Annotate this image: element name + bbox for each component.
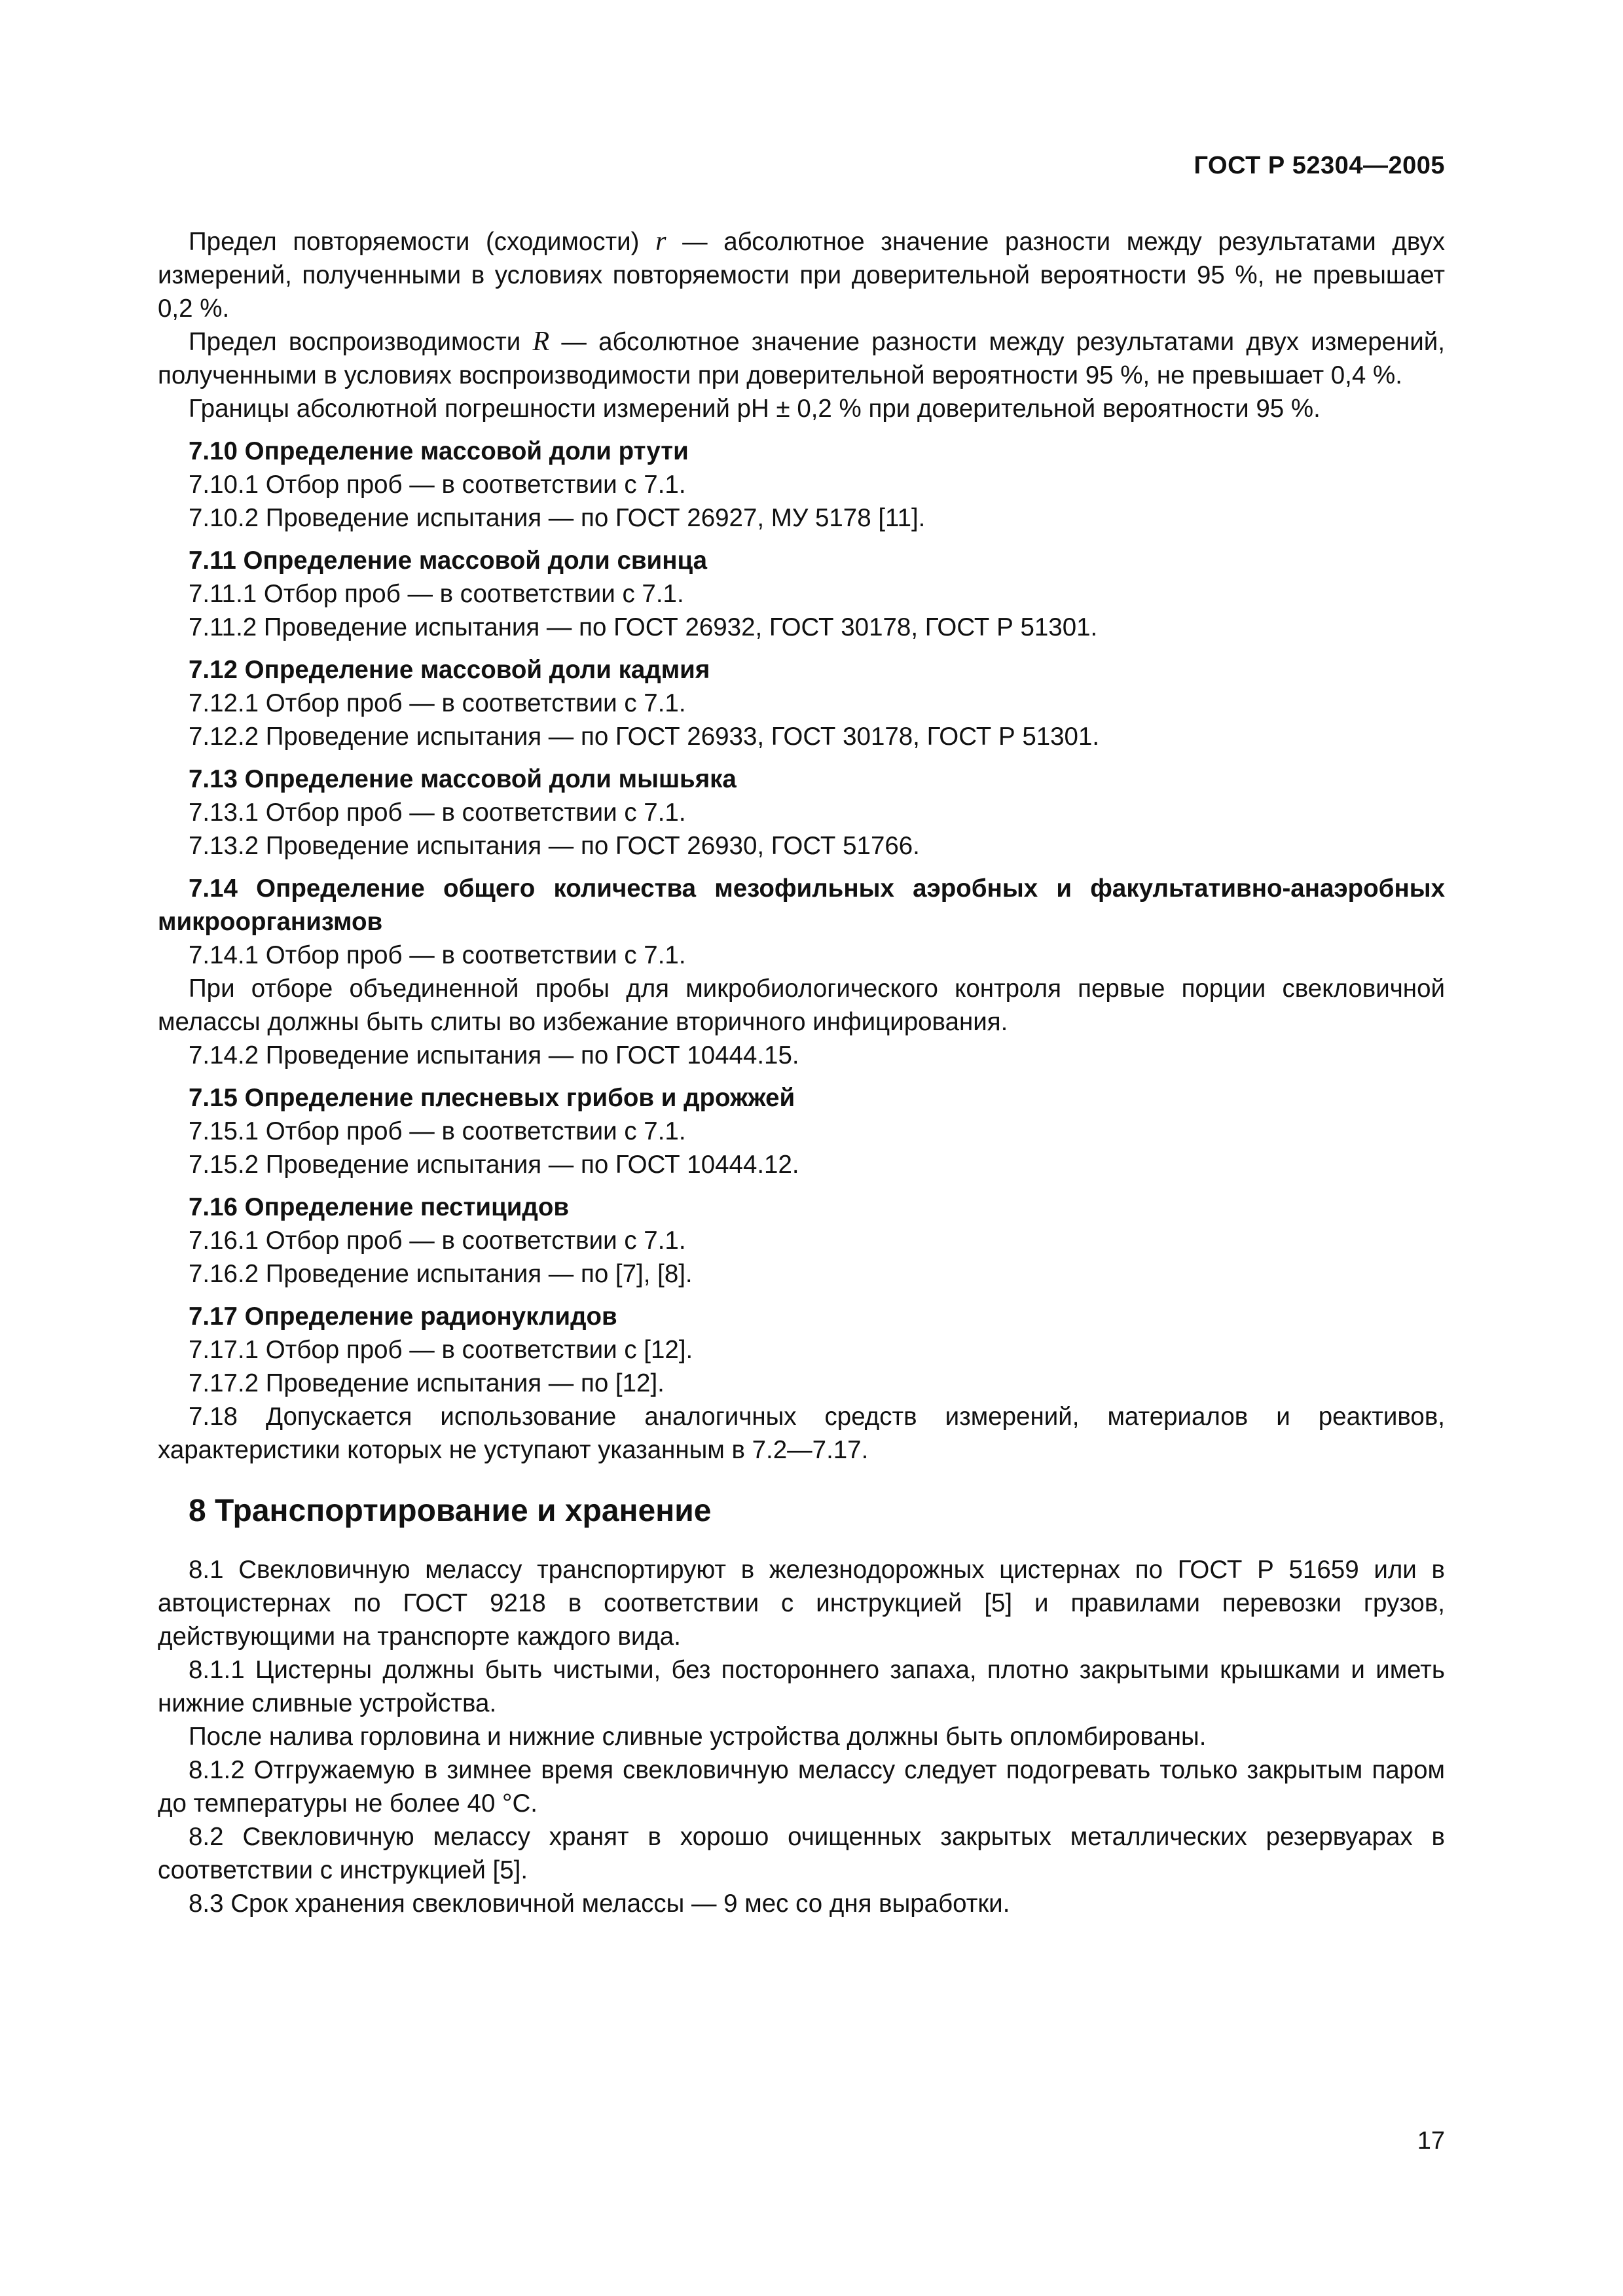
list-item: 7.15.1 Отбор проб — в соответствии с 7.1. [189, 1117, 686, 1145]
section-heading-7-15: 7.15 Определение плесневых грибов и дрожжей [189, 1084, 795, 1112]
list-item: 7.16.1 Отбор проб — в соответствии с 7.1. [189, 1227, 686, 1255]
paragraph-8-2: 8.2 Свекловичную мелассу хранят в хорошо очищенных закрытых металлических резервуарах в соответствии с инструкцией [5]. [158, 1823, 1445, 1884]
list-item: 7.14.1 Отбор проб — в соответствии с 7.1. [189, 941, 686, 969]
page-body [158, 225, 1445, 1920]
symbol-R: R [532, 327, 550, 357]
paragraph-sampling-note: При отборе объединенной пробы для микробиологического контроля первые порции свекловичной мелассы должны быть слиты во избежание вторичного инфицирования. [158, 975, 1445, 1036]
paragraph-8-1-2: 8.1.2 Отгружаемую в зимнее время свекловичную мелассу следует подогревать только закрытым паром до температуры не более 40 °С. [158, 1756, 1445, 1818]
paragraph-reproducibility-limit [158, 325, 1445, 392]
list-item: 7.12.2 Проведение испытания — по ГОСТ 26933, ГОСТ 30178, ГОСТ Р 51301. [189, 723, 1100, 751]
list-item: 7.17.2 Проведение испытания — по [12]. [189, 1369, 665, 1397]
text-fragment: Предел воспроизводимости [189, 328, 521, 356]
paragraph-7-18: 7.18 Допускается использование аналогичных средств измерений, материалов и реактивов, характеристики которых не уступают указанным в 7.2—7.17. [158, 1403, 1445, 1464]
list-item: 7.11.2 Проведение испытания — по ГОСТ 26932, ГОСТ 30178, ГОСТ Р 51301. [189, 613, 1098, 641]
section-heading-7-12: 7.12 Определение массовой доли кадмия [189, 656, 710, 684]
list-item: 7.11.1 Отбор проб — в соответствии с 7.1. [189, 580, 684, 608]
list-item: 7.10.2 Проведение испытания — по ГОСТ 26927, МУ 5178 [11]. [189, 504, 926, 532]
list-item: 7.13.2 Проведение испытания — по ГОСТ 26930, ГОСТ 51766. [189, 832, 920, 860]
section-heading-7-14: 7.14 Определение общего количества мезофильных аэробных и факультативно-анаэробных микроорганизмов [158, 874, 1445, 936]
text-fragment: — абсолютное значение разности между результатами двух измерений, полученными в условиях повторяемости при доверительной вероятности 95 %, не превышает 0,2 %. [158, 228, 1445, 323]
section-heading-7-10: 7.10 Определение массовой доли ртути [189, 437, 689, 465]
paragraph-error-bounds: Границы абсолютной погрешности измерений pH ± 0,2 % при доверительной вероятности 95 %. [189, 395, 1321, 423]
text-fragment: Предел повторяемости (сходимости) [189, 228, 640, 256]
symbol-r: r [655, 226, 666, 257]
list-item: 7.17.1 Отбор проб — в соответствии с [12]. [189, 1336, 693, 1364]
page-number: 17 [1417, 2127, 1445, 2155]
list-item: 7.13.1 Отбор проб — в соответствии с 7.1. [189, 798, 686, 827]
document-code: ГОСТ Р 52304—2005 [1194, 152, 1445, 179]
list-item: 7.12.1 Отбор проб — в соответствии с 7.1. [189, 689, 686, 717]
paragraph-repeatability-limit [158, 225, 1445, 325]
list-item: 7.15.2 Проведение испытания — по ГОСТ 10444.12. [189, 1151, 799, 1179]
list-item: 7.10.1 Отбор проб — в соответствии с 7.1. [189, 471, 686, 499]
paragraph-8-1-1-sealing: После налива горловина и нижние сливные устройства должны быть опломбированы. [189, 1723, 1207, 1751]
list-item: 7.16.2 Проведение испытания — по [7], [8]. [189, 1260, 693, 1288]
section-heading-7-11: 7.11 Определение массовой доли свинца [189, 547, 708, 575]
list-item: 7.14.2 Проведение испытания — по ГОСТ 10444.15. [189, 1041, 799, 1069]
chapter-heading-8: 8 Транспортирование и хранение [189, 1494, 712, 1528]
paragraph-8-1-1: 8.1.1 Цистерны должны быть чистыми, без постороннего запаха, плотно закрытыми крышками и иметь нижние сливные устройства. [158, 1656, 1445, 1717]
section-heading-7-17: 7.17 Определение радионуклидов [189, 1302, 617, 1331]
section-heading-7-13: 7.13 Определение массовой доли мышьяка [189, 765, 737, 793]
paragraph-8-1: 8.1 Свекловичную мелассу транспортируют в железнодорожных цистернах по ГОСТ Р 51659 или в автоцистернах по ГОСТ 9218 в соответствии с инструкцией [5] и правилами перевозки грузов, действующими на транспорте каждого вида. [158, 1556, 1445, 1651]
text-fragment: — абсолютное значение разности между результатами двух измерений, полученными в условиях воспроизводимости при доверительной вероятности 95 %, не превышает 0,4 %. [158, 328, 1445, 389]
section-heading-7-16: 7.16 Определение пестицидов [189, 1193, 570, 1221]
paragraph-8-3: 8.3 Срок хранения свекловичной мелассы — 9 мес со дня выработки. [189, 1890, 1010, 1918]
